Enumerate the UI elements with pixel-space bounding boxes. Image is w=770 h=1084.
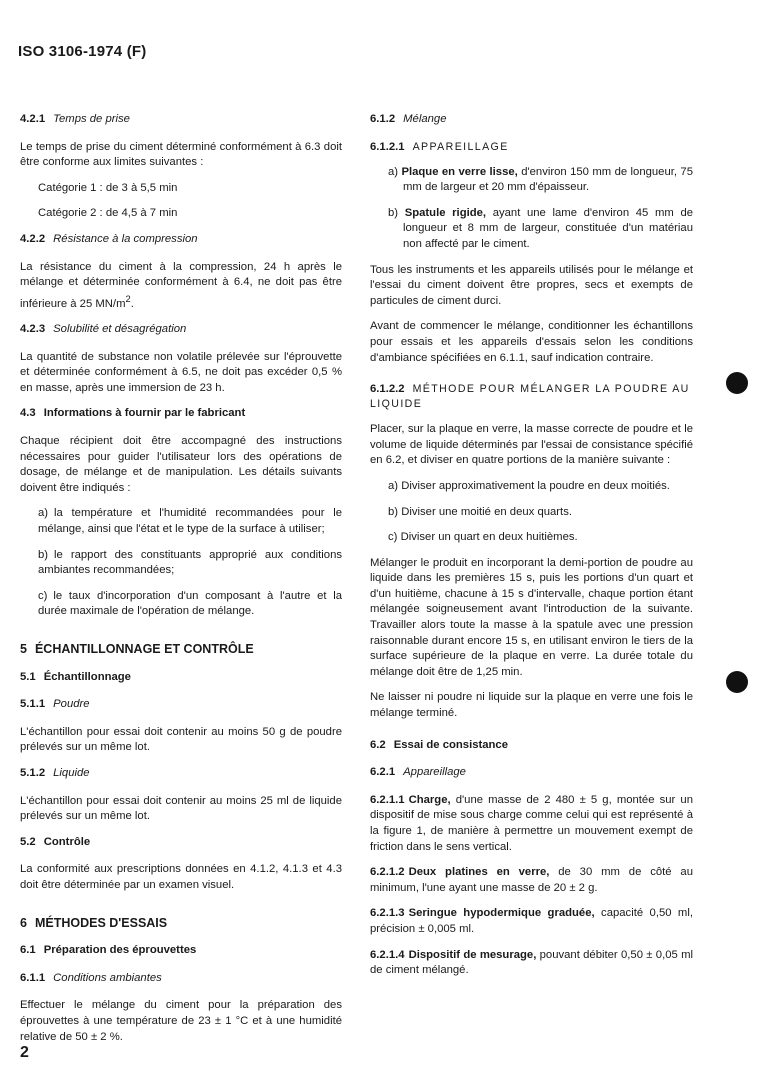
paragraph: Avant de commencer le mélange, conditionner les échantillons pour essais et les appareils d'essais selon les conditions d'ambiance spécifiées en 6.1.1, sauf indication contraire. (370, 320, 693, 364)
left-column (20, 112, 342, 1055)
right-column (370, 112, 693, 989)
subsection-heading: 6.1.2.1 APPAREILLAGE (370, 140, 509, 153)
list-item: a) Diviser approximativement la poudre en deux moitiés. (388, 479, 670, 492)
list-item: c) le taux d'incorporation d'un composant à l'autre et la durée maximale de l'opération de mélange. (38, 589, 342, 618)
section-heading: 6.2.1 Appareillage (370, 766, 466, 779)
paragraph: La conformité aux prescriptions données en 4.1.2, 4.1.3 et 4.3 doit être déterminée par un examen visuel. (20, 863, 342, 891)
section-heading: 4.2.3 Solubilité et désagrégation (20, 323, 187, 336)
list-item: b) le rapport des constituants approprié aux conditions ambiantes recommandées; (38, 548, 342, 577)
chapter-heading: 6 MÉTHODES D'ESSAIS (20, 915, 168, 930)
section-heading: 6.2 Essai de consistance (370, 738, 509, 751)
paragraph: La quantité de substance non volatile prélevée sur l'éprouvette et déterminée conformément à 6.5, ne doit pas excéder 0,5 % en masse, après une immersion de 23 h. (20, 350, 342, 394)
paragraph: Mélanger le produit en incorporant la demi-portion de poudre au liquide dans les premières 15 s, puis les portions d'un quart et d'un huitième, chacune à 15 s d'intervalle, chaque portion étant mélangée soigneusement avant l'introduction de la suivante. Travailler alors toute la masse à la spatule avec une pression raisonnable durant encore 15 s, en utilisant environ le tiers de la surface supérieure de la plaque en verre. La durée totale du mélange doit être de 1,25 min. (370, 556, 693, 678)
section-heading: 5.1 Échantillonnage (20, 670, 131, 683)
section-heading: 5.1.2 Liquide (20, 766, 90, 779)
section-heading: 4.2.1 Temps de prise (20, 113, 130, 125)
paragraph: La résistance du ciment à la compression, 24 h après le mélange et déterminée conformément à 6.4, ne doit pas être inférieure à 25 $MN/m^2$. (20, 260, 342, 310)
subsection-heading: 6.1.2.2 MÉTHODE POUR MÉLANGER LA POUDRE AU LIQUIDE (370, 383, 690, 411)
section-heading: 5.2 Contrôle (20, 835, 91, 848)
list-item: a) Plaque en verre lisse, d'environ 150 mm de longueur, 75 mm de largeur et 20 mm d'épaisseur. (388, 165, 693, 194)
list-item: b) Diviser une moitié en deux quarts. (388, 505, 572, 518)
paragraph: Ne laisser ni poudre ni liquide sur la plaque en verre une fois le mélange terminé. (370, 691, 693, 720)
list-item: b) Spatule rigide, ayant une lame d'environ 45 mm de longueur et 8 mm de largeur, constituée d'un matériau non affecté par le ciment. (388, 206, 694, 250)
list-item: c) Diviser un quart en deux huitièmes. (388, 531, 578, 544)
section-heading: 6.1 Préparation des éprouvettes (20, 944, 197, 957)
paragraph: 6.2.1.1 Charge, d'une masse de 2 480 ± 5 g, montée sur un dispositif de mise sous charge comme celui qui est représenté à la figure 1, de manière à permettre un mouvement exempt de friction dans le sens vertical. (370, 793, 693, 853)
section-heading: 4.2.2 Résistance à la compression (20, 232, 198, 245)
list-item: a) la température et l'humidité recommandées pour le mélange, ainsi que l'état et le type de la surface à utiliser; (38, 507, 342, 536)
category-line: Catégorie 2 : de 4,5 à 7 min (38, 207, 178, 220)
paragraph: Chaque récipient doit être accompagné des instructions nécessaires pour guider l'utilisateur lors des opérations de dosage, de mélange et de manipulation. Les détails suivants doivent être indiqués : (20, 435, 342, 494)
section-heading: 6.1.1 Conditions ambiantes (20, 971, 162, 984)
paragraph: L'échantillon pour essai doit contenir au moins 25 ml de liquide prélevés sur un même lot. (20, 794, 342, 823)
category-line: Catégorie 1 : de 3 à 5,5 min (38, 181, 178, 194)
chapter-heading: 5 ÉCHANTILLONNAGE ET CONTRÔLE (20, 642, 254, 657)
paragraph: Effectuer le mélange du ciment pour la préparation des éprouvettes à une température de 23 ± 1 °C et à une humidité relative de 50 ± 2 %. (20, 999, 342, 1043)
paragraph: Le temps de prise du ciment déterminé conformément à 6.3 doit être conforme aux limites suivantes : (20, 140, 342, 169)
paragraph: 6.2.1.2 Deux platines en verre, de 30 mm de côté au minimum, l'une ayant une masse de 20 ± 2 g. (370, 866, 693, 894)
margin-punch-mark (726, 372, 748, 394)
section-heading: 4.3 Informations à fournir par le fabricant (20, 407, 246, 420)
paragraph: 6.2.1.4 Dispositif de mesurage, pouvant débiter 0,50 ± 0,05 ml de ciment mélangé. (370, 948, 693, 977)
document-header: ISO 3106-1974 (F) (18, 43, 147, 60)
paragraph: L'échantillon pour essai doit contenir au moins 50 g de poudre prélevés sur un même lot. (20, 725, 342, 754)
page-number: 2 (20, 1044, 29, 1061)
paragraph: Placer, sur la plaque en verre, la masse correcte de poudre et le volume de liquide déterminés par l'essai de consistance spécifié en 6.2, et diviser en quatre portions de la manière suivante : (370, 423, 693, 467)
section-heading: 6.1.2 Mélange (370, 113, 447, 125)
section-heading: 5.1.1 Poudre (20, 698, 90, 711)
margin-punch-mark (726, 671, 748, 693)
paragraph: 6.2.1.3 Seringue hypodermique graduée, capacité 0,50 ml, précision ± 0,005 ml. (370, 907, 693, 935)
paragraph: Tous les instruments et les appareils utilisés pour le mélange et l'essai du ciment doivent être propres, secs et exempts de particules de ciment durci. (370, 263, 693, 307)
